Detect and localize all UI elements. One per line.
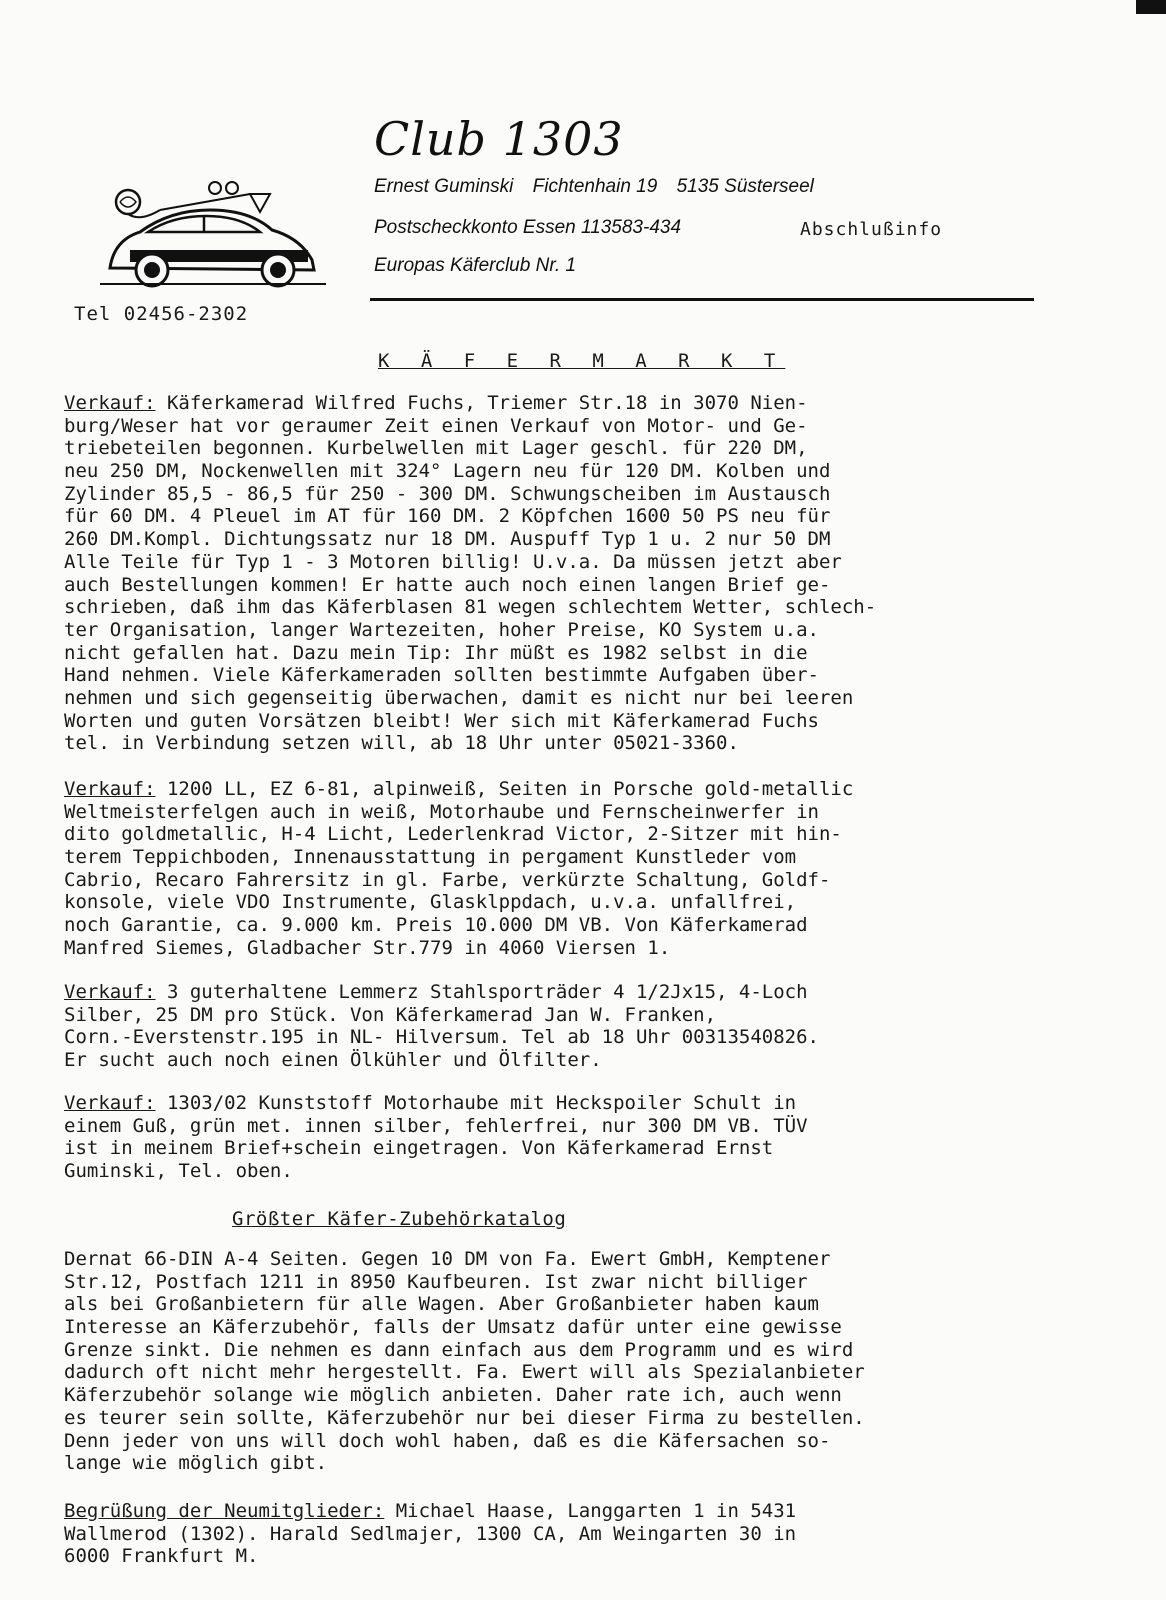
ad-line: tel. in Verbindung setzen will, ab 18 Uhr unter 05021-3360.	[64, 732, 739, 755]
ad-line: konsole, viele VDO Instrumente, Glasklppdach, u.v.a. unfallfrei,	[64, 891, 797, 914]
address-name: Ernest Guminski	[374, 176, 514, 197]
club-title: Club 1303	[374, 112, 624, 166]
ad-line: Silber, 25 DM pro Stück. Von Käferkamerad Jan W. Franken,	[64, 1003, 717, 1026]
catalog-line: Grenze sinkt. Die nehmen es dann einfach aus dem Programm und es wird	[64, 1338, 854, 1361]
scan-corner-mark	[1136, 0, 1166, 14]
status-label: Abschlußinfo	[800, 219, 943, 240]
catalog-title: Größter Käfer-Zubehörkatalog	[232, 1208, 567, 1230]
catalog-line: Denn jeder von uns will doch wohl haben, daß es die Käfersachen so-	[64, 1429, 831, 1452]
catalog-line: Interesse an Käferzubehör, falls der Umsatz dafür unter eine gewisse	[64, 1316, 842, 1339]
ad-line: Cabrio, Recaro Fahrersitz in gl. Farbe, verkürzte Schaltung, Goldf-	[64, 868, 831, 891]
catalog-block	[64, 1248, 1044, 1475]
ad-line: Verkauf: 3 guterhaltene Lemmerz Stahlsporträder 4 1/2Jx15, 4-Loch	[64, 981, 808, 1003]
catalog-line: als bei Großanbietern für alle Wagen. Aber Großanbieter haben kaum	[64, 1293, 819, 1316]
ad-line: Alle Teile für Typ 1 - 3 Motoren billig! U.v.a. Da müssen jetzt aber	[64, 550, 842, 573]
welcome-line: Wallmerod (1302). Harald Sedlmajer, 1300 CA, Am Weingarten 30 in	[64, 1522, 797, 1545]
ad-label: Verkauf:	[64, 392, 156, 414]
ad-line: Weltmeisterfelgen auch in weiß, Motorhaube und Fernscheinwerfer in	[64, 800, 819, 823]
ad-line: 260 DM.Kompl. Dichtungssatz nur 18 DM. Auspuff Typ 1 u. 2 nur 50 DM	[64, 528, 831, 551]
ad-line: neu 250 DM, Nockenwellen mit 324° Lagern neu für 120 DM. Kolben und	[64, 460, 831, 483]
address-street: Fichtenhain 19	[532, 176, 658, 197]
ad-block-4	[64, 1092, 1044, 1183]
catalog-line: es teurer sein sollte, Käferzubehör nur bei dieser Firma zu bestellen.	[64, 1406, 865, 1429]
ad-line: Guminski, Tel. oben.	[64, 1160, 293, 1183]
catalog-line: Str.12, Postfach 1211 in 8950 Kaufbeuren. Ist zwar nicht billiger	[64, 1270, 808, 1293]
ad-line: auch Bestellungen kommen! Er hatte auch noch einen langen Brief ge-	[64, 573, 831, 596]
ad-line: ist in meinem Brief+schein eingetragen. Von Käferkamerad Ernst	[64, 1137, 774, 1160]
ad-line: Verkauf: 1303/02 Kunststoff Motorhaube mit Heckspoiler Schult in	[64, 1092, 797, 1114]
section-title: K Ä F E R M A R K T	[378, 350, 786, 372]
ad-line: Worten und guten Vorsätzen bleibt! Wer sich mit Käferkamerad Fuchs	[64, 709, 819, 732]
ad-line: ter Organisation, langer Wartezeiten, hoher Preise, KO System u.a.	[64, 618, 819, 641]
ad-label: Verkauf:	[64, 778, 156, 800]
phone-number: Tel 02456-2302	[74, 303, 249, 325]
welcome-block	[64, 1500, 1044, 1568]
header-address	[374, 176, 814, 198]
ad-label: Verkauf:	[64, 1092, 156, 1114]
catalog-line: Dernat 66-DIN A-4 Seiten. Gegen 10 DM von Fa. Ewert GmbH, Kemptener	[64, 1248, 831, 1270]
ad-line: einem Guß, grün met. innen silber, fehlerfrei, nur 300 DM VB. TÜV	[64, 1114, 808, 1137]
ad-line: noch Garantie, ca. 9.000 km. Preis 10.000 DM VB. Von Käferkamerad	[64, 914, 808, 937]
ad-line: Corn.-Everstenstr.195 in NL- Hilversum. Tel ab 18 Uhr 00313540826.	[64, 1026, 819, 1049]
catalog-line: Käferzubehör solange wie möglich anbieten. Daher rate ich, auch wenn	[64, 1384, 842, 1407]
ad-line: nicht gefallen hat. Dazu mein Tip: Ihr müßt es 1982 selbst in die	[64, 641, 808, 664]
ad-line: Manfred Siemes, Gladbacher Str.779 in 4060 Viersen 1.	[64, 936, 671, 959]
ad-line: nehmen und sich gegenseitig überwachen, damit es nicht nur bei leeren	[64, 686, 854, 709]
ad-line: dito goldmetallic, H-4 Licht, Lederlenkrad Victor, 2-Sitzer mit hin-	[64, 823, 842, 846]
catalog-line: lange wie möglich gibt.	[64, 1452, 328, 1475]
catalog-line: dadurch oft nicht mehr hergestellt. Fa. Ewert will als Spezialanbieter	[64, 1361, 865, 1384]
address-city: 5135 Süsterseel	[676, 176, 814, 197]
ad-line: triebeteilen begonnen. Kurbelwellen mit Lager geschl. für 220 DM,	[64, 437, 808, 460]
ad-line: Verkauf: 1200 LL, EZ 6-81, alpinweiß, Seiten in Porsche gold-metallic	[64, 778, 854, 800]
ad-line: Er sucht auch noch einen Ölkühler und Ölfilter.	[64, 1049, 602, 1072]
ad-line: Zylinder 85,5 - 86,5 für 250 - 300 DM. Schwungscheiben im Austausch	[64, 482, 831, 505]
ad-line: terem Teppichboden, Innenausstattung in pergament Kunstleder vom	[64, 846, 797, 869]
welcome-label: Begrüßung der Neumitglieder:	[64, 1500, 385, 1522]
ad-block-1	[64, 392, 1044, 755]
ad-block-3	[64, 981, 1044, 1072]
ad-line: Hand nehmen. Viele Käferkameraden sollten bestimmte Aufgaben über-	[64, 664, 819, 687]
tagline: Europas Käferclub Nr. 1	[374, 255, 577, 276]
welcome-line: Begrüßung der Neumitglieder: Michael Haase, Langgarten 1 in 5431	[64, 1500, 797, 1522]
beetle-car-with-roses-icon	[100, 180, 326, 290]
ad-line: schrieben, daß ihm das Käferblasen 81 wegen schlechtem Wetter, schlech-	[64, 596, 877, 619]
header-divider	[370, 298, 1034, 301]
welcome-line: 6000 Frankfurt M.	[64, 1545, 259, 1568]
ad-line: für 60 DM. 4 Pleuel im AT für 160 DM. 2 Köpfchen 1600 50 PS neu für	[64, 505, 831, 528]
bank-account: Postscheckkonto Essen 113583-434	[374, 217, 682, 238]
ad-line: burg/Weser hat vor geraumer Zeit einen Verkauf von Motor- und Ge-	[64, 414, 808, 437]
ad-block-2	[64, 778, 1044, 960]
ad-label: Verkauf:	[64, 981, 156, 1003]
ad-line: Verkauf: Käferkamerad Wilfred Fuchs, Triemer Str.18 in 3070 Nien-	[64, 392, 808, 414]
